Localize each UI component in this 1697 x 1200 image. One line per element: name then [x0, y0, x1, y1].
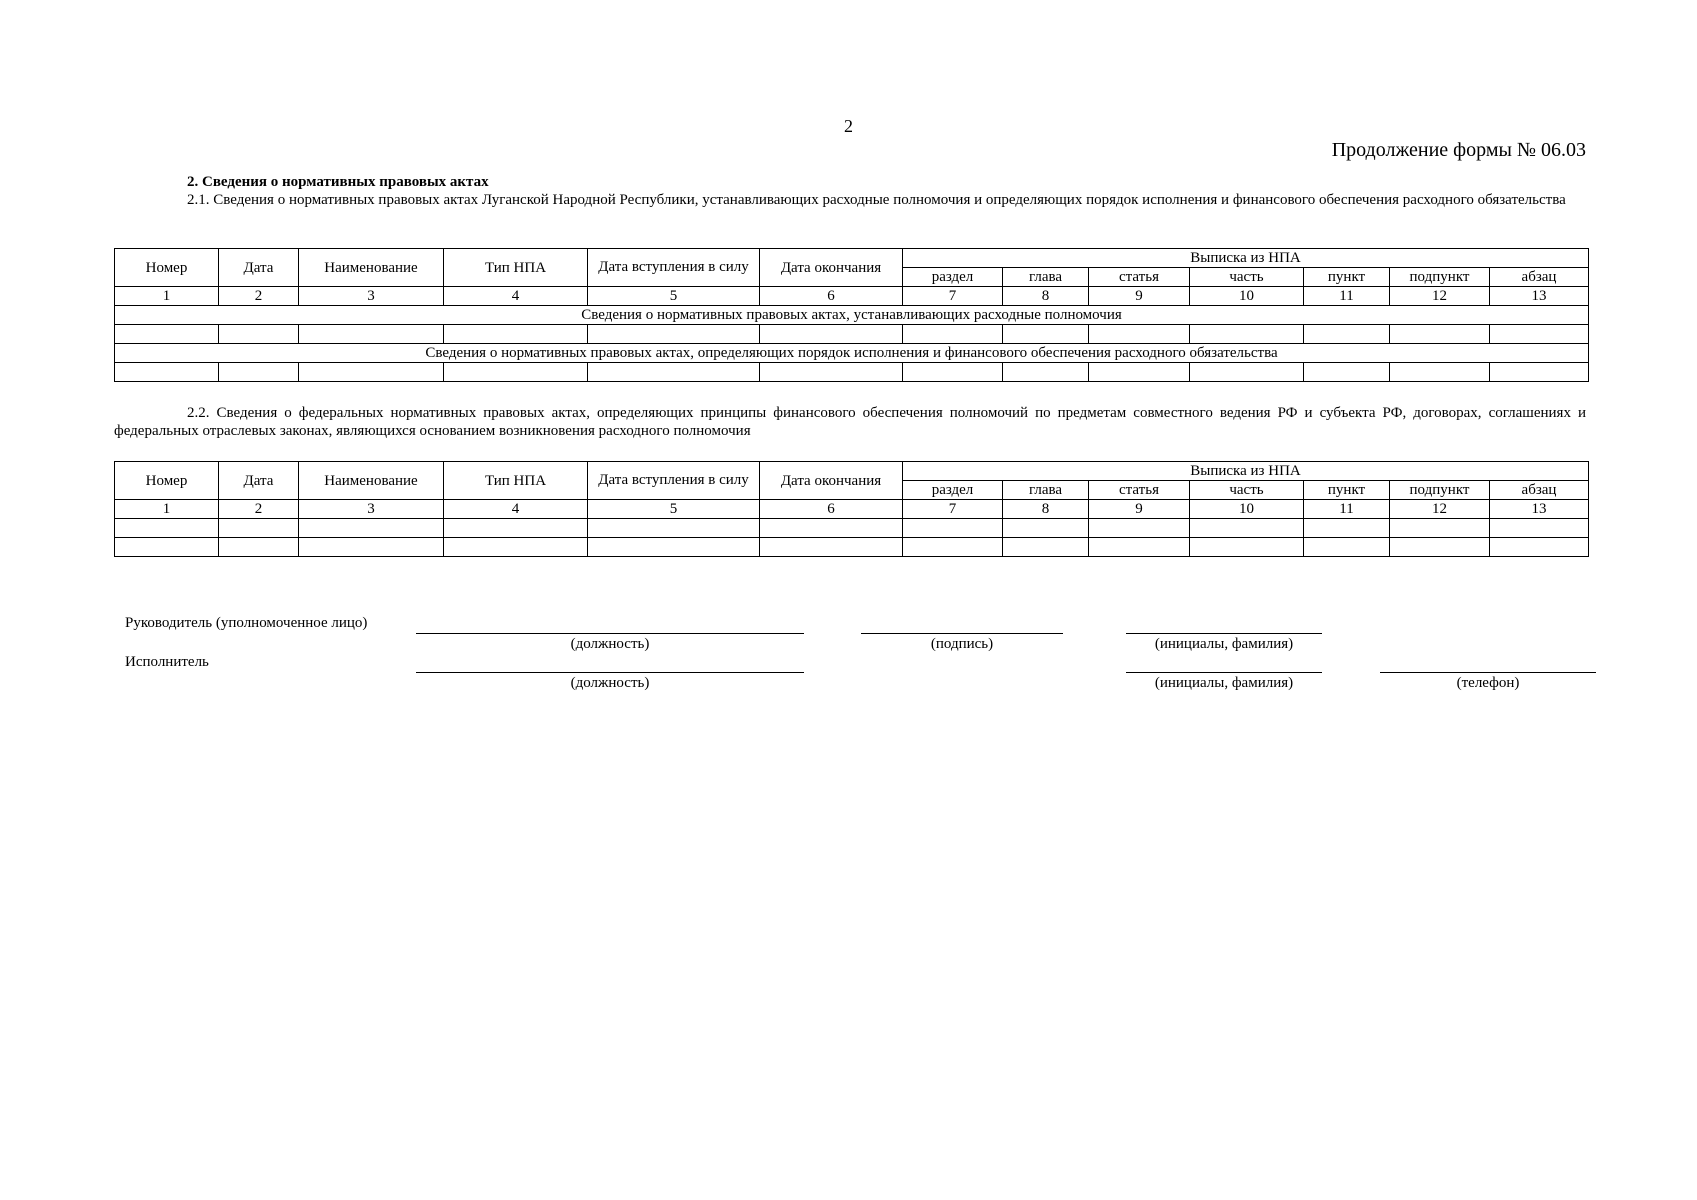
header-section: раздел: [903, 481, 1003, 500]
paragraph-2-1: 2.1. Сведения о нормативных правовых актах Луганской Народной Республики, устанавливающих расходные полномочия и определяющих порядок исполнения и финансового обеспечения расходного обязательства: [187, 192, 1566, 208]
head-signature-caption: (подпись): [930, 636, 994, 652]
col-number: 10: [1190, 500, 1304, 519]
table-cell[interactable]: [760, 325, 903, 344]
table-cell[interactable]: [1304, 519, 1390, 538]
page-number: 2: [844, 116, 853, 136]
table-cell[interactable]: [903, 519, 1003, 538]
header-number: Номер: [115, 462, 219, 500]
table-cell[interactable]: [115, 519, 219, 538]
col-number: 13: [1490, 500, 1589, 519]
header-subitem: подпункт: [1390, 481, 1490, 500]
head-position-line[interactable]: [416, 633, 804, 634]
col-number: 4: [444, 287, 588, 306]
table-cell[interactable]: [588, 363, 760, 382]
table-cell[interactable]: [760, 519, 903, 538]
col-number: 1: [115, 287, 219, 306]
head-name-caption: (инициалы, фамилия): [1154, 636, 1294, 652]
table-cell[interactable]: [1490, 519, 1589, 538]
table-cell[interactable]: [1390, 363, 1490, 382]
table-cell[interactable]: [219, 325, 299, 344]
header-extract: Выписка из НПА: [903, 462, 1589, 481]
table-cell[interactable]: [1490, 538, 1589, 557]
table-cell[interactable]: [444, 538, 588, 557]
head-signature-line[interactable]: [861, 633, 1063, 634]
col-number: 5: [588, 500, 760, 519]
table-cell[interactable]: [1003, 325, 1089, 344]
col-number: 9: [1089, 500, 1190, 519]
table-cell[interactable]: [1390, 519, 1490, 538]
header-chapter: глава: [1003, 268, 1089, 287]
header-article: статья: [1089, 268, 1190, 287]
npa-table-federal: [114, 461, 1589, 557]
col-number: 12: [1390, 500, 1490, 519]
table-cell[interactable]: [444, 363, 588, 382]
table-row: [115, 325, 1589, 344]
header-paragraph: абзац: [1490, 481, 1589, 500]
table-cell[interactable]: [444, 325, 588, 344]
header-name: Наименование: [299, 249, 444, 287]
table-cell[interactable]: [903, 538, 1003, 557]
group-row-execution: Сведения о нормативных правовых актах, определяющих порядок исполнения и финансового обеспечения расходного обязательства: [115, 344, 1589, 363]
header-subitem: подпункт: [1390, 268, 1490, 287]
npa-table-lnr: [114, 248, 1589, 382]
col-number: 11: [1304, 287, 1390, 306]
executor-position-line[interactable]: [416, 672, 804, 673]
table-cell[interactable]: [115, 538, 219, 557]
executor-label: Исполнитель: [125, 654, 209, 670]
col-number: 4: [444, 500, 588, 519]
table-cell[interactable]: [588, 538, 760, 557]
header-chapter: глава: [1003, 481, 1089, 500]
col-number: 2: [219, 287, 299, 306]
table-cell[interactable]: [1003, 363, 1089, 382]
header-item: пункт: [1304, 481, 1390, 500]
table-cell[interactable]: [299, 538, 444, 557]
col-number: 8: [1003, 500, 1089, 519]
table-cell[interactable]: [1089, 325, 1190, 344]
executor-position-caption: (должность): [570, 675, 650, 691]
col-number: 3: [299, 287, 444, 306]
col-number: 1: [115, 500, 219, 519]
table-cell[interactable]: [1490, 325, 1589, 344]
form-continuation: Продолжение формы № 06.03: [1331, 139, 1586, 161]
header-end-date: Дата окончания: [760, 462, 903, 500]
paragraph-2-2: 2.2. Сведения о федеральных нормативных правовых актах, определяющих принципы финансового обеспечения полномочий по предметам совместного ведения РФ и субъекта РФ, договорах, соглашениях и федеральных отраслевых законах, являющихся основанием возникновения расходного полномочия: [114, 405, 1586, 439]
table-cell[interactable]: [588, 519, 760, 538]
col-number: 11: [1304, 500, 1390, 519]
col-number: 10: [1190, 287, 1304, 306]
col-number: 3: [299, 500, 444, 519]
table-cell[interactable]: [444, 519, 588, 538]
table-cell[interactable]: [1190, 538, 1304, 557]
header-date: Дата: [219, 249, 299, 287]
header-item: пункт: [1304, 268, 1390, 287]
table-cell[interactable]: [1304, 363, 1390, 382]
table-cell[interactable]: [115, 325, 219, 344]
col-number: 2: [219, 500, 299, 519]
head-label: Руководитель (уполномоченное лицо): [125, 615, 368, 631]
col-number: 9: [1089, 287, 1190, 306]
table-cell[interactable]: [1390, 538, 1490, 557]
executor-phone-caption: (телефон): [1456, 675, 1520, 691]
col-number: 5: [588, 287, 760, 306]
table-cell[interactable]: [1089, 538, 1190, 557]
col-number: 6: [760, 287, 903, 306]
col-number: 6: [760, 500, 903, 519]
table-cell[interactable]: [299, 519, 444, 538]
table-cell[interactable]: [299, 363, 444, 382]
table-row: [115, 363, 1589, 382]
table-row: [115, 519, 1589, 538]
col-number: 13: [1490, 287, 1589, 306]
header-article: статья: [1089, 481, 1190, 500]
col-number: 7: [903, 287, 1003, 306]
header-part: часть: [1190, 268, 1304, 287]
header-number: Номер: [115, 249, 219, 287]
table-cell[interactable]: [1003, 538, 1089, 557]
table-cell[interactable]: [1089, 519, 1190, 538]
col-number: 7: [903, 500, 1003, 519]
table-cell[interactable]: [1190, 325, 1304, 344]
executor-name-caption: (инициалы, фамилия): [1154, 675, 1294, 691]
table-cell[interactable]: [115, 363, 219, 382]
header-date: Дата: [219, 462, 299, 500]
table-row: [115, 538, 1589, 557]
table-cell[interactable]: [588, 325, 760, 344]
table-cell[interactable]: [1003, 519, 1089, 538]
header-type: Тип НПА: [444, 462, 588, 500]
header-type: Тип НПА: [444, 249, 588, 287]
group-row-powers: Сведения о нормативных правовых актах, устанавливающих расходные полномочия: [115, 306, 1589, 325]
table-cell[interactable]: [903, 363, 1003, 382]
col-number: 12: [1390, 287, 1490, 306]
column-numbers-row: [115, 287, 1589, 306]
table-cell[interactable]: [219, 519, 299, 538]
table-cell[interactable]: [219, 363, 299, 382]
col-number: 8: [1003, 287, 1089, 306]
section-heading: 2. Сведения о нормативных правовых актах: [187, 174, 489, 190]
table-cell[interactable]: [760, 363, 903, 382]
head-name-line[interactable]: [1126, 633, 1322, 634]
header-extract: Выписка из НПА: [903, 249, 1589, 268]
executor-phone-line[interactable]: [1380, 672, 1596, 673]
table-cell[interactable]: [1304, 325, 1390, 344]
table-cell[interactable]: [1390, 325, 1490, 344]
table-cell[interactable]: [1190, 519, 1304, 538]
header-paragraph: абзац: [1490, 268, 1589, 287]
table-cell[interactable]: [1490, 363, 1589, 382]
table-cell[interactable]: [1304, 538, 1390, 557]
header-effective-date: Дата вступления в силу: [588, 462, 760, 500]
head-position-caption: (должность): [570, 636, 650, 652]
header-section: раздел: [903, 268, 1003, 287]
table-cell[interactable]: [1190, 363, 1304, 382]
header-effective-date: Дата вступления в силу: [588, 249, 760, 287]
table-cell[interactable]: [760, 538, 903, 557]
column-numbers-row: [115, 500, 1589, 519]
table-cell[interactable]: [903, 325, 1003, 344]
table-cell[interactable]: [1089, 363, 1190, 382]
table-cell[interactable]: [219, 538, 299, 557]
table-cell[interactable]: [299, 325, 444, 344]
executor-name-line[interactable]: [1126, 672, 1322, 673]
header-part: часть: [1190, 481, 1304, 500]
header-name: Наименование: [299, 462, 444, 500]
header-end-date: Дата окончания: [760, 249, 903, 287]
